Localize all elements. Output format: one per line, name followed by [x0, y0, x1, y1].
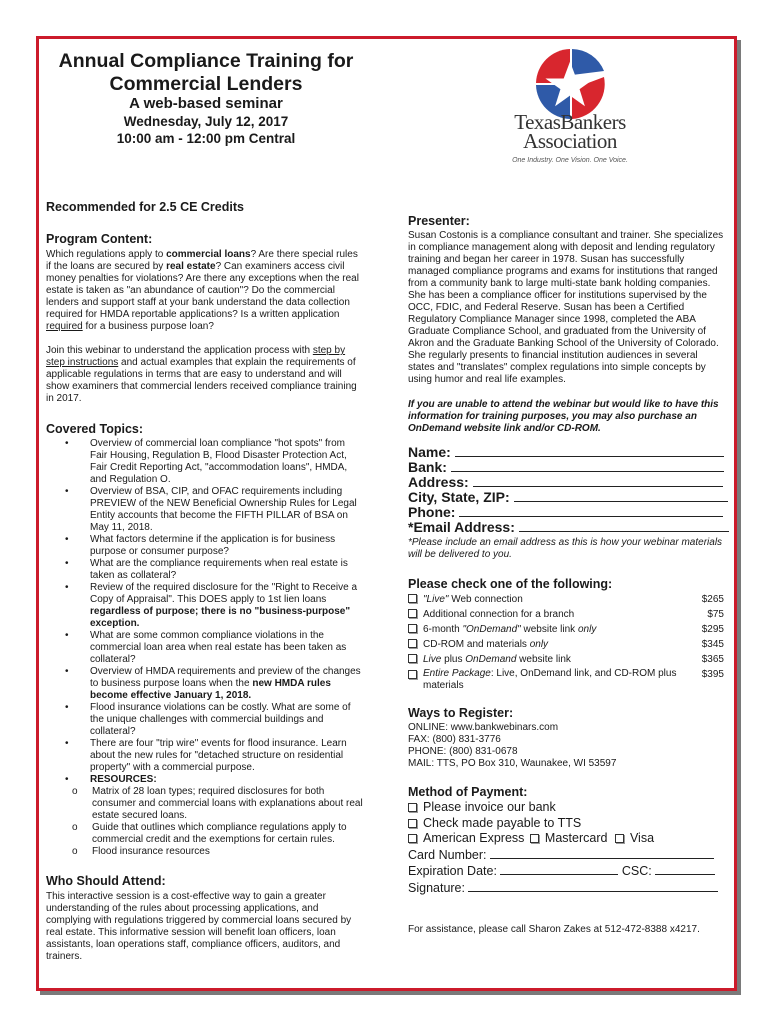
- list-item: • Review of the required disclosure for the "Right to Receive a Copy of Appraisal". This DOES apply to 1st lien loans regardless of purpose; there is no "business-purpose" exception.: [65, 582, 358, 629]
- who-paragraph: This interactive session is a cost-effective way to gain a greater understanding of the rules about processing applications, and complying with regulations triggered by commercial loans secured by real estate. This informative session will benefit loan officers, loan assistants, loan operations staff, compliance officers, auditors, and trainers.: [46, 891, 352, 962]
- checkbox[interactable]: [408, 834, 417, 843]
- list-item: • Flood insurance violations can be costly. What are some of the unique challenges with commercial buildings and collateral?: [65, 702, 351, 737]
- list-item: o Guide that outlines which compliance regulations apply to commercial credit and the exemptions for certain rules.: [72, 822, 347, 845]
- expiration-field[interactable]: Expiration Date: CSC:: [408, 863, 724, 880]
- registration-form: [408, 445, 724, 535]
- phone-field[interactable]: Phone:: [408, 505, 724, 520]
- texas-star-icon: [500, 45, 640, 120]
- address-field[interactable]: Address:: [408, 475, 724, 490]
- list-item: • What are some common compliance violations in the commercial loan area when real estate has been taken as collateral?: [65, 630, 347, 665]
- list-item: o Flood insurance resources: [72, 846, 210, 857]
- register-online[interactable]: ONLINE: www.bankwebinars.com: [408, 722, 559, 733]
- checkbox[interactable]: [408, 819, 417, 828]
- checkbox[interactable]: [408, 654, 417, 663]
- presenter-heading: Presenter:: [408, 214, 470, 228]
- list-item: • Overview of BSA, CIP, and OFAC requirements including PREVIEW of the NEW Beneficial Ownership Rules for Legal Entity accounts that become the FIFTH PILLAR of BSA on May 11, 2018.: [65, 486, 357, 533]
- who-heading: Who Should Attend:: [46, 874, 166, 888]
- checkbox[interactable]: [408, 670, 417, 679]
- list-item: o Matrix of 28 loan types; required disclosures for both consumer and commercial loans with explanations about real estate secured loans.: [72, 786, 363, 821]
- pay-invoice[interactable]: Please invoice our bank: [408, 800, 724, 816]
- price: $265: [701, 594, 724, 605]
- event-time: 10:00 am - 12:00 pm Central: [116, 131, 296, 146]
- resources-list: [2, 786, 364, 858]
- price: $345: [701, 639, 724, 650]
- option-ondemand[interactable]: 6-month "OnDemand" website link only $295: [408, 623, 724, 638]
- price: $365: [701, 654, 724, 665]
- list-item: • What are the compliance requirements when real estate is taken as collateral?: [65, 558, 348, 581]
- left-column: [46, 228, 364, 963]
- payment-heading: Method of Payment:: [408, 785, 528, 799]
- price: $395: [701, 669, 724, 680]
- ondemand-note: If you are unable to attend the webinar but would like to have this information for training purposes, you may also purchase an OnDemand website link and/or CD-ROM.: [408, 399, 719, 434]
- email-field[interactable]: *Email Address:: [408, 520, 724, 535]
- program-heading: Program Content:: [46, 232, 153, 246]
- list-item: • RESOURCES:: [65, 774, 157, 785]
- option-live[interactable]: "Live" Web connection $265: [408, 593, 724, 608]
- option-entire-package[interactable]: Entire Package: Live, OnDemand link, and CD-ROM plus materials $395: [408, 668, 724, 694]
- checkbox[interactable]: [408, 803, 417, 812]
- register-mail: MAIL: TTS, PO Box 310, Waunakee, WI 53597: [408, 758, 617, 769]
- event-date: Wednesday, July 12, 2017: [123, 114, 289, 129]
- register-methods: [408, 722, 724, 770]
- checkbox[interactable]: [530, 834, 539, 843]
- list-item: • What factors determine if the application is for business purpose or consumer purpose?: [65, 534, 336, 557]
- price: $75: [707, 609, 724, 620]
- list-item: • Overview of HMDA requirements and preview of the changes to business purpose loans when the new HMDA rules become effective January 1, 2018.: [65, 666, 361, 701]
- checkbox[interactable]: [408, 639, 417, 648]
- name-field[interactable]: Name:: [408, 445, 724, 460]
- tba-logo: [500, 45, 640, 170]
- checkbox[interactable]: [615, 834, 624, 843]
- register-fax: FAX: (800) 831-3776: [408, 734, 501, 745]
- assistance-note: For assistance, please call Sharon Zakes at 512-472-8388 x4217.: [408, 924, 700, 935]
- checkbox[interactable]: [408, 594, 417, 603]
- right-column: [408, 214, 724, 936]
- bank-field[interactable]: Bank:: [408, 460, 724, 475]
- option-cdrom[interactable]: CD-ROM and materials only $345: [408, 638, 724, 653]
- pay-check[interactable]: Check made payable to TTS: [408, 816, 724, 832]
- register-heading: Ways to Register:: [408, 706, 514, 720]
- card-number-field[interactable]: Card Number:: [408, 847, 724, 864]
- checkbox[interactable]: [408, 624, 417, 633]
- list-item: • Overview of commercial loan compliance "hot spots" from Fair Housing, Regulation B, Flood Disaster Protection Act, Fair Credit Reporting Act, "accommodation loans", HMDA, and Regulation O.: [65, 438, 348, 485]
- price: $295: [701, 624, 724, 635]
- city-state-zip-field[interactable]: City, State, ZIP:: [408, 490, 724, 505]
- pricing-options: [408, 593, 724, 694]
- register-phone: PHONE: (800) 831-0678: [408, 746, 518, 757]
- payment-methods: [408, 800, 724, 896]
- list-item: • There are four "trip wire" events for flood insurance. Learn about the new rules for "detached structure on residential property" with a commercial purpose.: [65, 738, 347, 773]
- ce-credits: Recommended for 2.5 CE Credits: [46, 200, 244, 214]
- topics-list: [46, 438, 364, 786]
- logo-tagline: One Industry. One Vision. One Voice.: [512, 157, 628, 164]
- signature-field[interactable]: Signature:: [408, 880, 724, 897]
- topics-heading: Covered Topics:: [46, 422, 144, 436]
- program-paragraph-2: Join this webinar to understand the application process with step by step instructions and actual examples that explain the requirements of applicable regulations in terms that are easy to understand and will show examiners that commercial lenders received compliance training in 2017.: [46, 345, 357, 404]
- presenter-bio: Susan Costonis is a compliance consultant and trainer. She specializes in compliance management along with deposit and lending regulatory training and began her career in 1978. Susan has successfully managed compliance programs and exams for institutions that ranged from a community bank to large multi-state bank holding companies. She has been a compliance officer for institutions supervised by the OCC, FDIC, and Federal Reserve. Susan has been a Certified Regulatory Compliance Manager since 1998, completed the ABA Graduate Compliance School, and graduated from the University of Akron and the Graduate Banking School of the University of Colorado. She regularly presents to financial institution audiences in several states and "translates" complex regulations into simple concepts by using humor and real life examples.: [408, 230, 724, 385]
- option-live-plus-ondemand[interactable]: Live plus OnDemand website link $365: [408, 653, 724, 668]
- logo-wordmark: TexasBankers Association: [514, 110, 626, 153]
- event-datetime: [46, 113, 366, 147]
- page-title: Annual Compliance Training for Commercial Lenders: [58, 50, 354, 95]
- page-subtitle: A web-based seminar: [129, 95, 283, 112]
- checkbox[interactable]: [408, 609, 417, 618]
- program-paragraph-1: Which regulations apply to commercial loans? Are there special rules if the loans are secured by real estate? Can examiners access civil money penalties for violations? Are there any exceptions when the real estate is taken as "an abundance of caution"? Do the commercial lenders and support staff at your bank understand the data collection required for HMDA reportable applications? Is a written application required for a business purpose loan?: [46, 249, 359, 332]
- email-note: *Please include an email address as this is how your webinar materials will be delivered to you.: [408, 537, 723, 560]
- options-heading: Please check one of the following:: [408, 577, 613, 591]
- option-branch[interactable]: Additional connection for a branch $75: [408, 608, 724, 623]
- pay-card-type[interactable]: American Express Mastercard Visa: [408, 831, 724, 847]
